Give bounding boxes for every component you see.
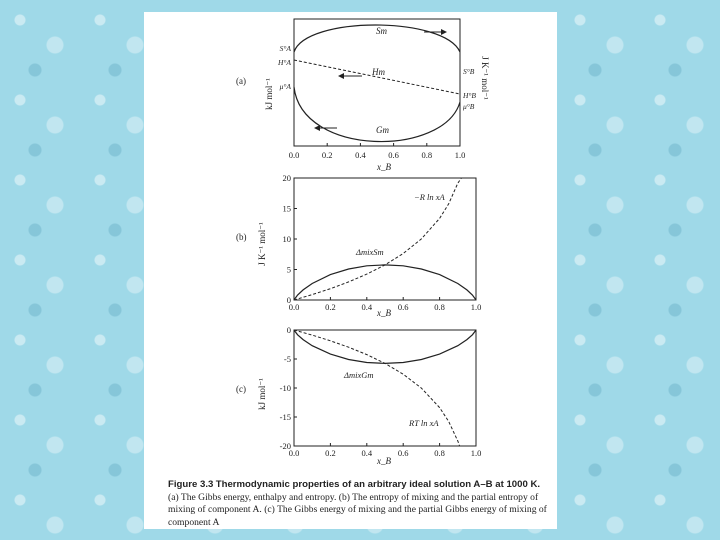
arrow-left-icon [314,125,337,131]
panel-b-xlabel: x_B [377,308,391,318]
curve-mix-gibbs [294,330,476,363]
panel-a-right-labels [462,67,476,111]
x-tick-label: 0.4 [355,150,366,160]
x-tick-label: 1.0 [470,448,482,458]
label-gm: Gm [376,125,389,135]
panel-a [236,19,490,172]
caption-body: (a) The Gibbs energy, enthalpy and entropy. (b) The entropy of mixing and the partial entropy of mixing of component A. (c) The Gibbs energy of mixing and the partial Gibbs energy of mixing of component A [168,491,547,528]
panel-c-frame [294,330,476,446]
x-tick-label: 0.0 [288,302,300,312]
x-tick-label: 0.2 [321,150,333,160]
x-tick-label: 0.8 [421,150,433,160]
y-tick-label: 0 [286,325,291,335]
y-tick-label: 20 [282,173,291,183]
label-mix-gibbs: ΔmixGm [344,370,374,380]
label-sm: Sm [376,26,387,36]
x-tick-label: 0.2 [325,448,336,458]
x-tick-label: 0.4 [361,302,373,312]
panel-c-ticks [280,325,482,458]
right-endpoint-label: H°B [463,91,476,100]
panel-b-ylabel: J K⁻¹ mol⁻¹ [257,222,267,266]
panel-a-left-labels [277,44,291,91]
left-endpoint-label: S°A [279,44,291,53]
x-tick-label: 0.2 [325,302,336,312]
curve-mix-entropy [294,265,476,300]
arrow-left-icon [338,73,362,79]
panel-c-tag: (c) [236,384,246,394]
label-partial-gibbs: RT ln xA [409,418,439,428]
x-tick-label: 0.8 [434,448,445,458]
panel-a-xlabel: x_B [377,162,391,172]
curve-partial-gibbs [294,330,460,446]
panel-b-ticks [283,173,482,312]
x-tick-label: 0.6 [397,448,409,458]
x-tick-label: 0.0 [288,448,300,458]
label-mix-entropy: ΔmixSm [356,247,384,257]
panel-b [236,173,481,318]
y-tick-label: -10 [279,383,291,393]
panel-c-xlabel: x_B [377,456,391,466]
label-partial-entropy: −R ln xA [414,192,445,202]
x-tick-label: 1.0 [470,302,482,312]
right-endpoint-label: μ°B [463,102,475,111]
caption-title: Thermodynamic properties of an arbitrary ideal solution A–B at 1000 K. [215,479,541,490]
right-endpoint-label: S°B [463,67,475,76]
y-tick-label: 10 [282,234,291,244]
label-hm: Hm [372,67,385,77]
panel-b-tag: (b) [236,232,247,242]
panel-a-tag: (a) [236,76,246,86]
figure-svg [144,12,557,482]
y-tick-label: -15 [279,412,291,422]
y-tick-label: 5 [286,264,291,275]
panel-c [236,325,481,466]
figure-page [144,12,557,529]
y-tick-label: -5 [283,354,291,364]
figure-caption [144,479,557,529]
x-tick-label: 0.0 [288,150,300,160]
y-tick-label: 15 [282,203,291,214]
left-endpoint-label: H°A [278,58,291,67]
panel-c-ylabel: kJ mol⁻¹ [257,378,267,410]
left-endpoint-label: μ°A [279,82,291,91]
caption-label: Figure 3.3 [168,479,214,490]
panel-b-frame [294,178,476,300]
x-tick-label: 0.6 [388,150,399,160]
curve-hm [294,60,460,94]
y-tick-label: 0 [286,295,291,305]
panel-a-ylabel-left: kJ mol⁻¹ [264,78,274,110]
x-tick-label: 1.0 [454,150,466,160]
panel-a-ylabel-right: J K⁻¹ mol⁻¹ [480,56,490,100]
x-tick-label: 0.6 [397,302,409,312]
y-tick-label: -20 [279,441,291,451]
x-tick-label: 0.4 [361,448,373,458]
x-tick-label: 0.8 [434,302,445,312]
